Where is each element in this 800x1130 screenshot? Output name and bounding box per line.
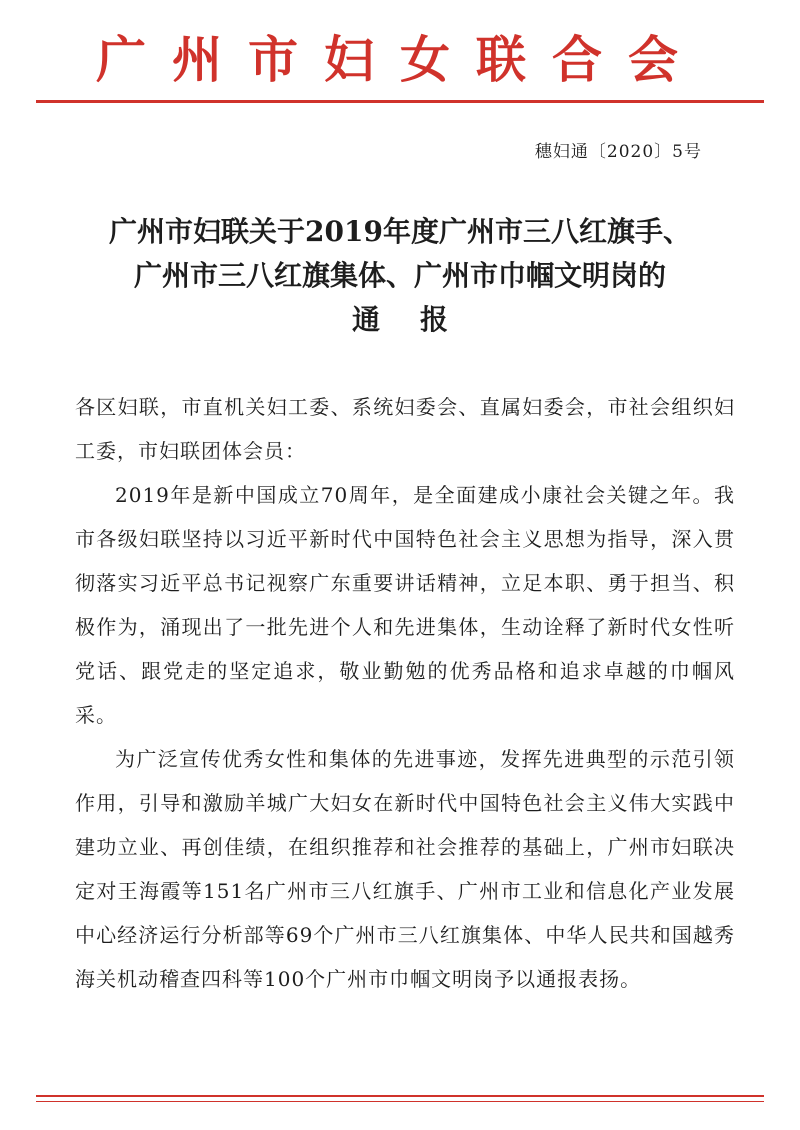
notice-title xyxy=(60,210,740,342)
notice-title-line-2: 广州市三八红旗集体、广州市巾帼文明岗的 xyxy=(133,259,666,292)
notice-body xyxy=(75,385,735,1001)
notice-title-line-1: 广州市妇联关于2019年度广州市三八红旗手、 xyxy=(109,215,691,248)
document-number: 穗妇通〔2020〕5号 xyxy=(534,142,702,162)
salutation: 各区妇联，市直机关妇工委、系统妇委会、直属妇委会，市社会组织妇工委，市妇联团体会员： xyxy=(75,395,735,463)
letterhead-red-rule xyxy=(36,100,764,103)
footer-red-rule-thin xyxy=(36,1101,764,1102)
letterhead-organization-title: 广州市妇女联合会 xyxy=(96,30,704,89)
body-paragraph-2: 为广泛宣传优秀女性和集体的先进事迹，发挥先进典型的示范引领作用，引导和激励羊城广大妇女在新时代中国特色社会主义伟大实践中建功立业、再创佳绩，在组织推荐和社会推荐的基础上，广州市妇联决定对王海霞等151名广州市三八红旗手、广州市工业和信息化产业发展中心经济运行分析部等69个广州市三八红旗集体、中华人民共和国越秀海关机动稽查四科等100个广州市巾帼文明岗予以通报表扬。 xyxy=(75,747,735,991)
body-paragraph-1: 2019年是新中国成立70周年，是全面建成小康社会关键之年。我市各级妇联坚持以习近平新时代中国特色社会主义思想为指导，深入贯彻落实习近平总书记视察广东重要讲话精神，立足本职、勇于担当、积极作为，涌现出了一批先进个人和先进集体，生动诠释了新时代女性听党话、跟党走的坚定追求，敬业勤勉的优秀品格和追求卓越的巾帼风采。 xyxy=(75,483,735,727)
notice-title-line-3: 通报 xyxy=(351,303,488,336)
footer-red-rule xyxy=(36,1095,764,1097)
